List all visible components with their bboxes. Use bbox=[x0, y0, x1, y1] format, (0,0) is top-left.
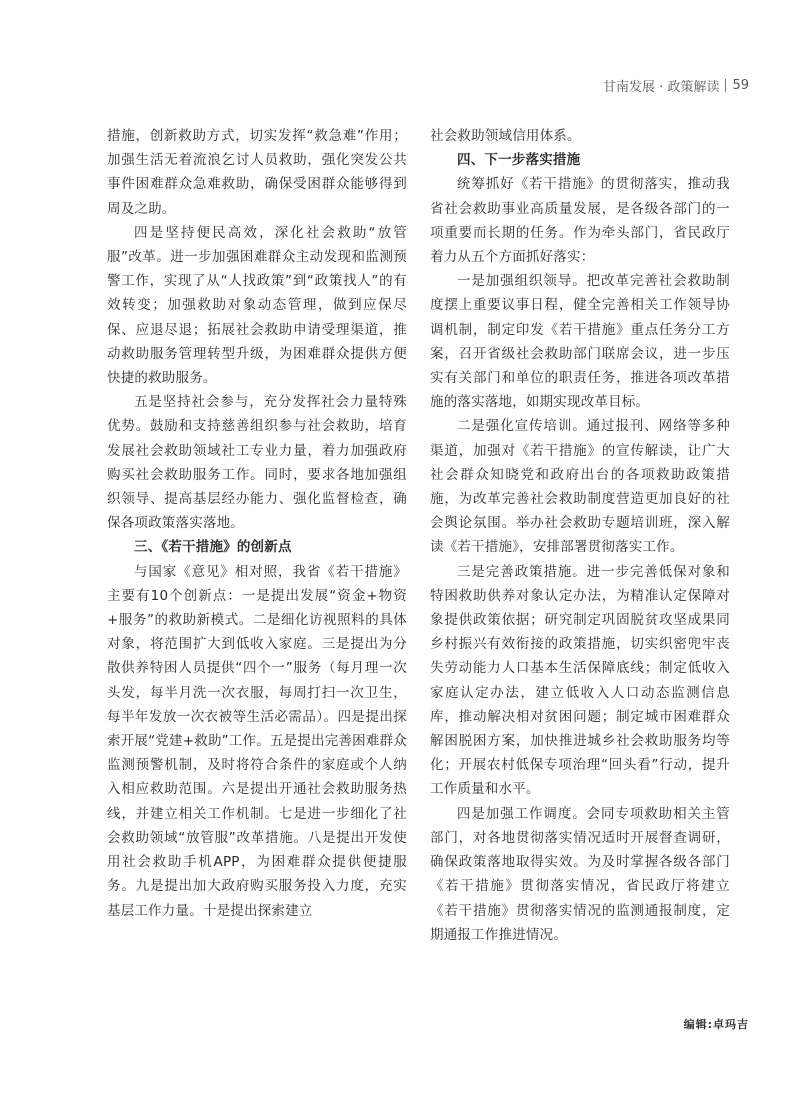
paragraph-body: 深化社会救助“放管服”改革。进一步加强困难群众主动发现和监测预警工作，实现了从“人找政策”到“政策找人”的有效转变；加强救助对象动态管理，做到应保尽保、应退尽退；拓展社会救助申请受理渠道，推动救助服务管理转型升级，为困难群众提供方便快捷的救助服务。 bbox=[107, 224, 407, 387]
paragraph-lead: 四是坚持便民高效， bbox=[134, 224, 275, 241]
paragraph: 统筹抓好《若干措施》的贯彻落实，推动我省社会救助事业高质量发展，是各级各部门的一项重要而长期的任务。作为牵头部门，省民政厅着力从五个方面抓好落实： bbox=[430, 176, 730, 266]
paragraph-lead: 二是强化宣传培训。 bbox=[457, 418, 587, 435]
paragraph-body: 会同专项救助相关主管部门，对各地贯彻落实情况适时开展督查调研，确保政策落地取得实效。为及时掌握各级各部门《若干措施》贯彻落实情况，省民政厅将建立《若干措施》贯彻落实情况的监测通报制度，定期通报工作推进情况。 bbox=[430, 805, 730, 943]
paragraph: 措施，创新救助方式，切实发挥“救急难”作用；加强生活无着流浪乞讨人员救助，强化突发公共事件困难群众急难救助，确保受困群众能够得到周及之助。 bbox=[107, 128, 407, 217]
paragraph-lead: 一是加强组织领导。 bbox=[457, 273, 587, 290]
paragraph bbox=[430, 802, 730, 947]
paragraph-body: 进一步完善低保对象和特困救助供养对象认定办法，为精准认定保障对象提供政策依据；研究制定巩固脱贫攻坚成果同乡村振兴有效衔接的政策措施，切实织密兜牢丧失劳动能力人口基本生活保障底线；制定低收入家庭认定办法，建立低收入人口动态监测信息库，推动解决相对贫困问题；制定城市困难群众解困脱困方案，加快推进城乡社会救助服务均等化；开展农村低保专项治理“回头看”行动，提升工作质量和水平。 bbox=[430, 563, 730, 798]
paragraph-lead: 四是加强工作调度。 bbox=[457, 805, 587, 822]
paragraph bbox=[107, 390, 407, 535]
paragraph-lead: 五是坚持社会参与， bbox=[134, 394, 264, 411]
left-column bbox=[107, 124, 407, 923]
editor-credit: 编辑:卓玛吉 bbox=[683, 1018, 749, 1031]
paragraph-body: 把改革完善社会救助制度摆上重要议事日程，健全完善相关工作领导协调机制，制定印发《若干措施》重点任务分工方案，召开省级社会救助部门联席会议，进一步压实有关部门和单位的职责任务，推进各项改革措施的落实落地，如期实现改革目标。 bbox=[430, 273, 730, 411]
page-header bbox=[603, 76, 749, 95]
page-number: 59 bbox=[732, 78, 749, 93]
paragraph bbox=[107, 221, 407, 390]
paragraph bbox=[430, 414, 730, 559]
header-divider bbox=[725, 79, 726, 92]
paragraph-body: 通过报刊、网络等多种渠道，加强对《若干措施》的宣传解读，让广大社会群众知晓党和政府出台的各项救助政策措施，为改革完善社会救助制度营造更加良好的社会舆论氛围。举办社会救助专题培训班，深入解读《若干措施》，安排部署贯彻落实工作。 bbox=[430, 418, 730, 556]
paragraph: 与国家《意见》相对照，我省《若干措施》主要有10个创新点：一是提出发展“资金+物资+服务”的救助新模式。二是细化访视照料的具体对象，将范围扩大到低收入家庭。三是提出为分散供养特困人员提供“四个一”服务（每月理一次头发，每半月洗一次衣服，每周打扫一次卫生，每半年发放一次衣被等生活必需品）。四是提出探索开展“党建+救助”工作。五是提出完善困难群众监测预警机制，及时将符合条件的家庭或个人纳入相应救助范围。六是提出开通社会救助服务热线，并建立相关工作机制。七是进一步细化了社会救助领域“放管服”改革措施。八是提出开发使用社会救助手机APP，为困难群众提供便捷服务。九是提出加大政府购买服务投入力度，充实基层工作力量。十是提出探索建立 bbox=[107, 563, 407, 919]
paragraph-lead: 三是完善政策措施。 bbox=[457, 563, 587, 580]
paragraph bbox=[430, 560, 730, 802]
section-heading: 四、下一步落实措施 bbox=[457, 152, 581, 169]
paragraph-body: 充分发挥社会力量特殊优势。鼓励和支持慈善组织参与社会救助，培育发展社会救助领域社工专业力量，着力加强政府购买社会救助服务工作。同时，要求各地加强组织领导、提高基层经办能力、强化监督检查，确保各项政策落实落地。 bbox=[107, 394, 407, 532]
paragraph: 社会救助领域信用体系。 bbox=[430, 128, 581, 144]
right-column bbox=[430, 124, 730, 947]
section-title: 甘南发展 · 政策解读 bbox=[603, 80, 720, 95]
section-heading: 三、《若干措施》的创新点 bbox=[134, 539, 292, 556]
paragraph bbox=[430, 269, 730, 414]
